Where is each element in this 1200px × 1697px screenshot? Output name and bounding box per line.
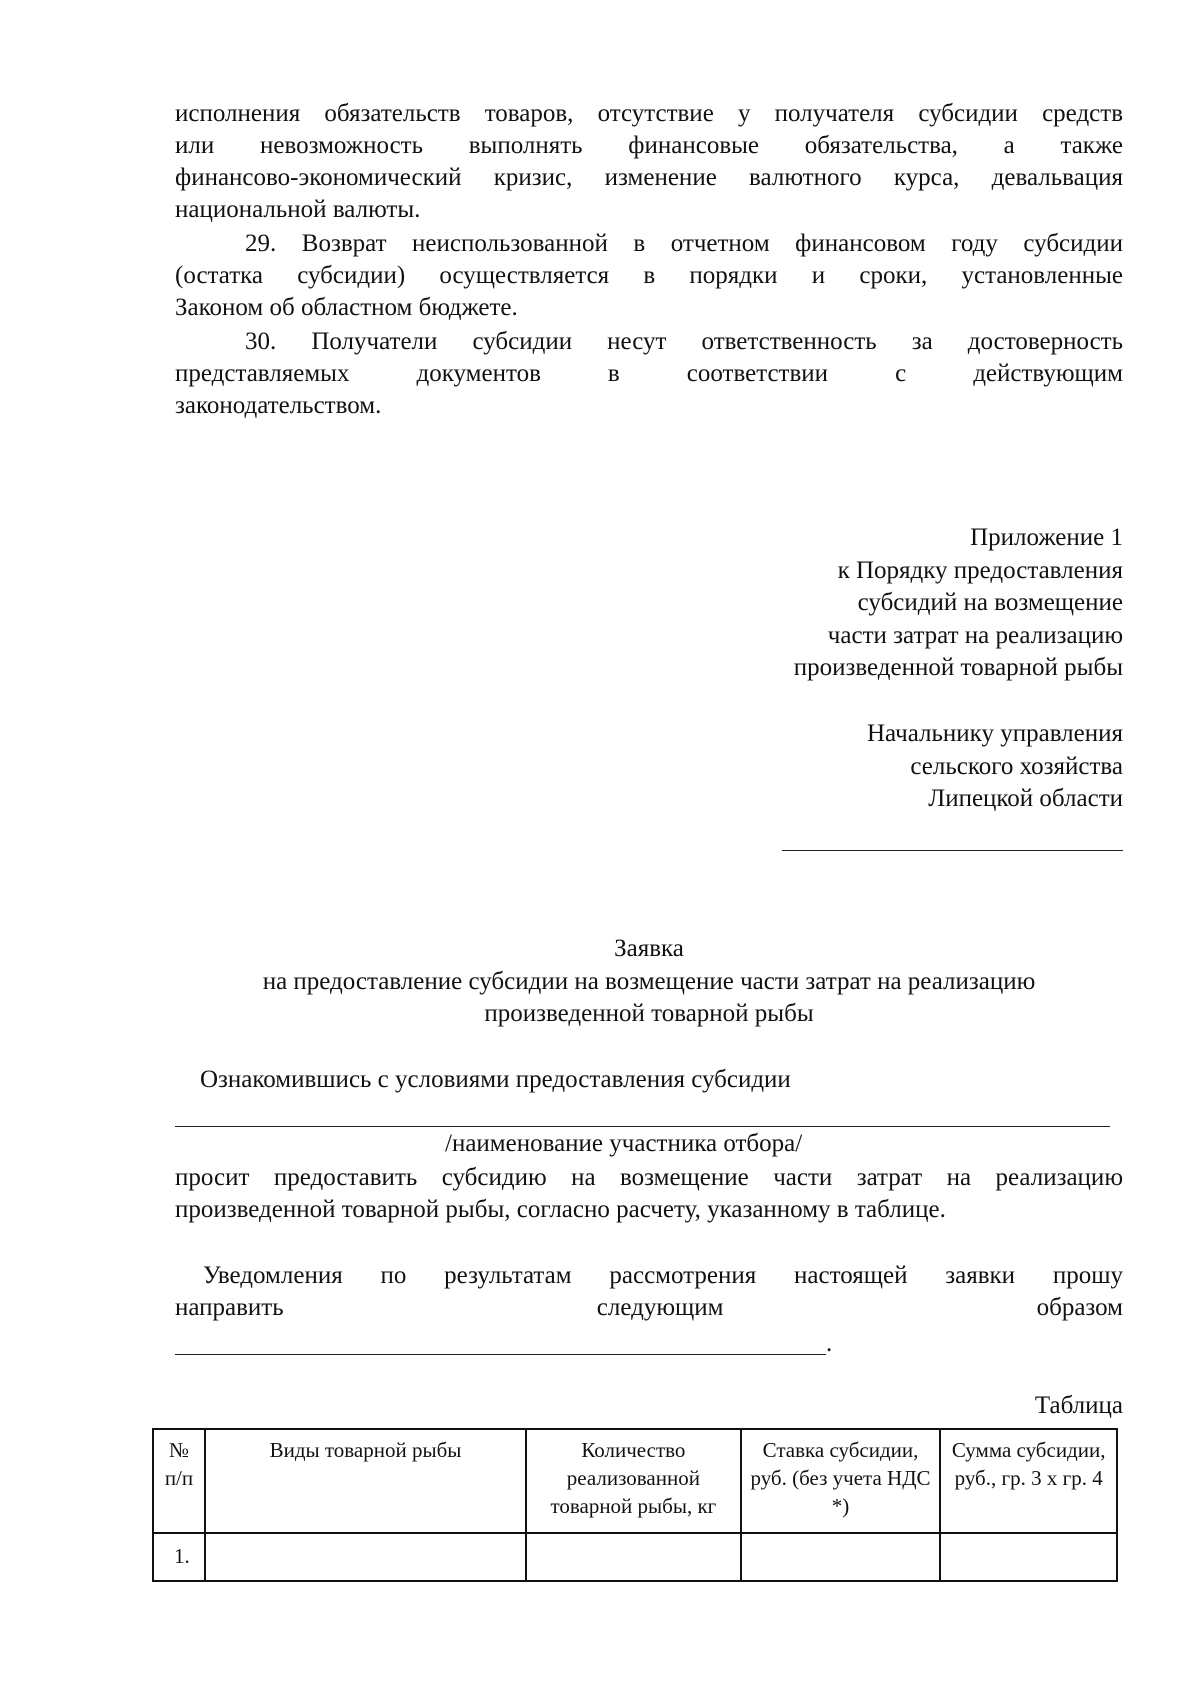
addressee-line: сельского хозяйства: [910, 752, 1123, 780]
column-header-fish-type: Виды товарной рыбы: [205, 1429, 526, 1533]
addressee-block: [867, 718, 1123, 816]
text-line: финансово-экономический кризис, изменение валютного курса, девальвация: [175, 164, 1123, 191]
notify-method-line: [175, 1354, 826, 1355]
notify-paragraph: [175, 1260, 1123, 1324]
appendix-block: [794, 522, 1123, 685]
addressee-signature-line: [782, 850, 1123, 851]
intro-text: Ознакомившись с условиями предоставления субсидии: [200, 1066, 791, 1093]
text-line: просит предоставить субсидию на возмещение части затрат на реализацию: [175, 1164, 1123, 1191]
table-cell: 1.: [153, 1533, 205, 1581]
appendix-line: Приложение 1: [970, 524, 1123, 551]
text-line: представляемых документов в соответствии с действующим: [175, 360, 1123, 387]
clause-30: [175, 326, 1123, 422]
text-line: Законом об областном бюджете.: [175, 294, 518, 321]
table-cell[interactable]: [205, 1533, 526, 1581]
participant-caption: /наименование участника отбора/: [445, 1130, 803, 1157]
text-line: произведенной товарной рыбы, согласно расчету, указанному в таблице.: [175, 1196, 946, 1223]
text-line: 30. Получатели субсидии несут ответственность за достоверность: [245, 328, 1123, 355]
text-line: законодательством.: [175, 392, 382, 419]
column-header-number: № п/п: [153, 1429, 205, 1533]
application-subtitle: [175, 966, 1123, 1030]
table-row: [153, 1533, 1117, 1581]
text-line: исполнения обязательств товаров, отсутствие у получателя субсидии средств: [175, 100, 1123, 127]
text-line: Уведомления по результатам рассмотрения настоящей заявки прошу: [203, 1262, 1123, 1289]
appendix-line: произведенной товарной рыбы: [793, 654, 1123, 681]
table-cell[interactable]: [741, 1533, 941, 1581]
fish-table: [152, 1428, 1118, 1582]
column-header-quantity: Количество реализованной товарной рыбы, кг: [526, 1429, 741, 1533]
text-line: или невозможность выполнять финансовые обязательства, а также: [175, 132, 1123, 159]
subtitle-line: произведенной товарной рыбы: [484, 1000, 814, 1027]
column-header-amount: Сумма субсидии, руб., гр. 3 х гр. 4: [940, 1429, 1117, 1533]
table-header-row: [153, 1429, 1117, 1533]
addressee-line: Начальнику управления: [867, 720, 1123, 747]
table-cell[interactable]: [526, 1533, 741, 1581]
clause-29: [175, 228, 1123, 324]
application-title: Заявка: [614, 935, 684, 962]
continuation-paragraph: [175, 98, 1123, 226]
appendix-line: части затрат на реализацию: [827, 621, 1123, 649]
text-line: (остатка субсидии) осуществляется в порядки и сроки, установленные: [175, 262, 1123, 289]
request-paragraph: [175, 1162, 1123, 1226]
addressee-line: Липецкой области: [928, 785, 1123, 812]
participant-name-line: [175, 1126, 1110, 1127]
subtitle-line: на предоставление субсидии на возмещение части затрат на реализацию: [262, 968, 1036, 995]
text-line: направить следующим образом: [175, 1294, 1123, 1321]
table-cell[interactable]: [940, 1533, 1117, 1581]
text-line: 29. Возврат неиспользованной в отчетном финансовом году субсидии: [245, 230, 1123, 257]
column-header-rate: Ставка субсидии, руб. (без учета НДС *): [741, 1429, 941, 1533]
appendix-line: к Порядку предоставления: [837, 556, 1123, 584]
table-caption: Таблица: [1034, 1392, 1123, 1419]
text-line: национальной валюты.: [175, 196, 421, 223]
appendix-line: субсидий на возмещение: [857, 589, 1123, 616]
notify-end-mark: .: [826, 1330, 833, 1357]
